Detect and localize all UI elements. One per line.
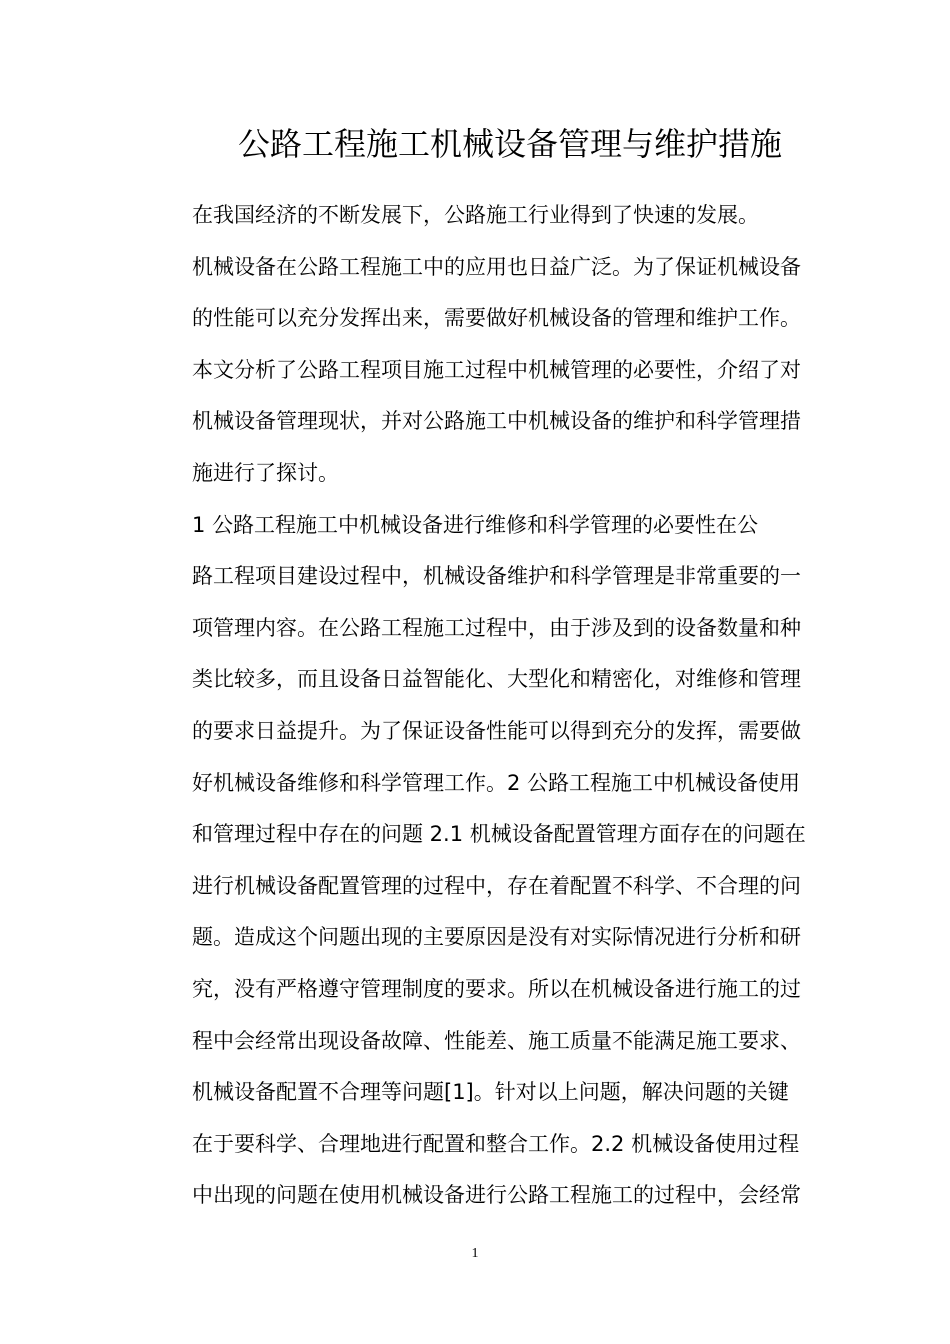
- paragraph-intro: [150, 190, 800, 500]
- text-line: 究，没有严格遵守管理制度的要求。所以在机械设备进行施工的过: [192, 976, 801, 1001]
- text-line: 本文分析了公路工程项目施工过程中机械管理的必要性，介绍了对: [192, 357, 801, 382]
- text-line: 程中会经常出现设备故障、性能差、施工质量不能满足施工要求、: [192, 1028, 801, 1053]
- text-line: 好机械设备维修和科学管理工作。2 公路工程施工中机械设备使用: [192, 770, 801, 795]
- text-line: 在我国经济的不断发展下，公路施工行业得到了快速的发展。: [192, 203, 759, 227]
- text-line: 的要求日益提升。为了保证设备性能可以得到充分的发挥，需要做: [192, 718, 801, 743]
- text-line: 施进行了探讨。: [192, 460, 339, 485]
- text-line: 和管理过程中存在的问题 2.1 机械设备配置管理方面存在的问题在: [192, 822, 806, 847]
- text-line: 1 公路工程施工中机械设备进行维修和科学管理的必要性在公: [192, 512, 759, 537]
- paragraph-section-1: [150, 500, 806, 1222]
- text-line: 机械设备配置不合理等问题[1]。针对以上问题，解决问题的关键: [192, 1080, 789, 1105]
- page-number: 1: [471, 1246, 479, 1261]
- document-title: 公路工程施工机械设备管理与维护措施: [237, 125, 782, 163]
- text-line: 路工程项目建设过程中，机械设备维护和科学管理是非常重要的一: [192, 564, 801, 589]
- text-line: 在于要科学、合理地进行配置和整合工作。2.2 机械设备使用过程: [192, 1131, 800, 1156]
- text-line: 题。造成这个问题出现的主要原因是没有对实际情况进行分析和研: [192, 925, 801, 950]
- text-line: 的性能可以充分发挥出来，需要做好机械设备的管理和维护工作。: [192, 306, 801, 331]
- text-line: 机械设备管理现状，并对公路施工中机械设备的维护和科学管理措: [192, 409, 801, 434]
- document-body: [150, 190, 806, 1222]
- text-line: 机械设备在公路工程施工中的应用也日益广泛。为了保证机械设备: [192, 254, 801, 279]
- text-line: 类比较多，而且设备日益智能化、大型化和精密化，对维修和管理: [192, 667, 801, 692]
- text-line: 中出现的问题在使用机械设备进行公路工程施工的过程中，会经常: [192, 1183, 801, 1208]
- text-line: 进行机械设备配置管理的过程中，存在着配置不科学、不合理的问: [192, 873, 801, 898]
- text-line: 项管理内容。在公路工程施工过程中，由于涉及到的设备数量和种: [192, 615, 801, 640]
